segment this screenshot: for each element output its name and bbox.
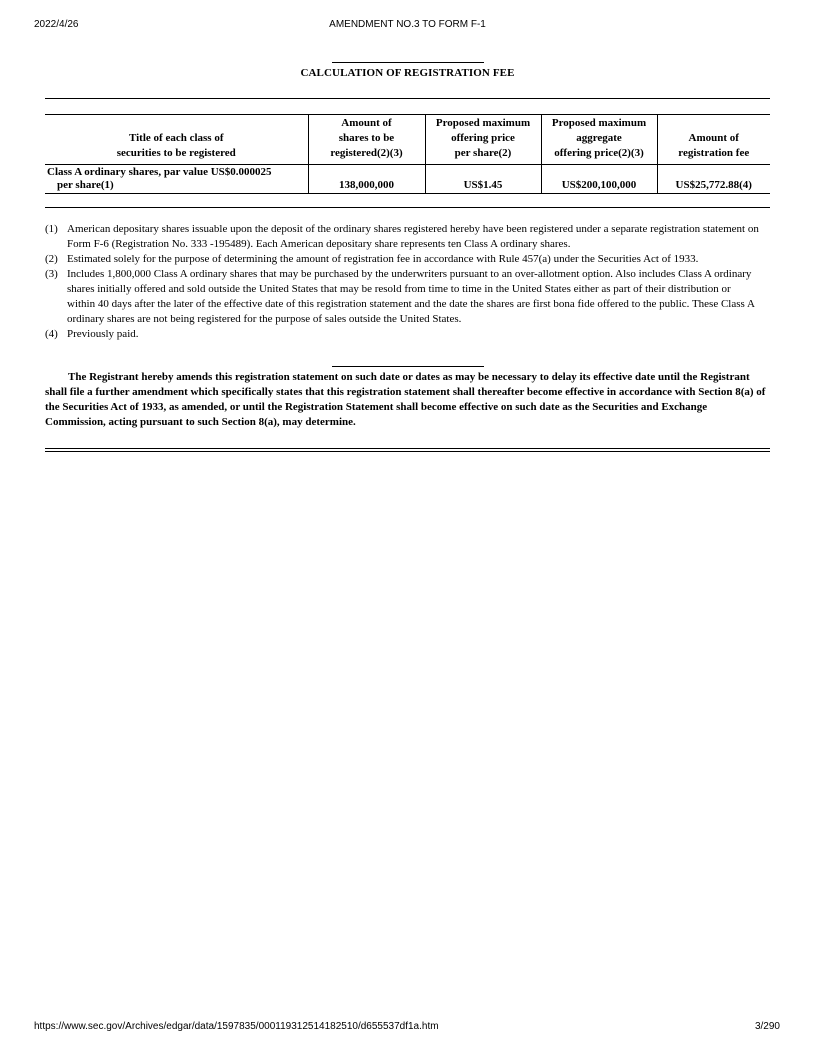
double-rule [45, 448, 770, 452]
footnote-text: Estimated solely for the purpose of determining the amount of registration fee in accordance with Rule 457(a) under the Securities Act of 1933. [67, 253, 699, 265]
header-max-aggregate-price: Proposed maximum aggregate offering price(2)(3) [541, 115, 657, 165]
header-max-price-per-share: Proposed maximum offering price per share(2) [425, 115, 541, 165]
header-title-of-class: Title of each class of securities to be registered [45, 115, 308, 165]
registration-fee-table [45, 114, 770, 194]
table-top-rule [45, 98, 770, 99]
row-registration-fee: US$25,772.88(4) [657, 165, 770, 194]
print-date: 2022/4/26 [34, 19, 79, 30]
footnote-4 [45, 327, 760, 342]
footnotes [45, 222, 760, 342]
page-number: 3/290 [754, 1021, 780, 1032]
row-aggregate-price: US$200,100,000 [541, 165, 657, 194]
footnote-number: (2) [45, 253, 58, 265]
section-title: CALCULATION OF REGISTRATION FEE [300, 67, 515, 79]
source-url: https://www.sec.gov/Archives/edgar/data/1597835/000119312514182510/d655537df1a.htm [34, 1021, 439, 1032]
row-title-of-class: Class A ordinary shares, par value US$0.000025 per share(1) [45, 165, 308, 194]
row-price-per-share: US$1.45 [425, 165, 541, 194]
table-header-row [45, 115, 770, 165]
delaying-amendment-paragraph: The Registrant hereby amends this registration statement on such date or dates as may be necessary to delay its effective date until the Registrant shall file a further amendment which specifically states that this registration statement shall thereafter become effective in accordance with Section 8(a) of the Securities Act of 1933, as amended, or until the Registration Statement shall become effective on such date as the Securities and Exchange Commission, acting pursuant to such Section 8(a), may determine. [45, 371, 766, 428]
table-bottom-rule [45, 207, 770, 208]
footnote-3 [45, 267, 760, 327]
header-registration-fee: Amount of registration fee [657, 115, 770, 165]
header-amount-of-shares: Amount of shares to be registered(2)(3) [308, 115, 425, 165]
short-divider-top [332, 62, 484, 63]
footnote-text: American depositary shares issuable upon the deposit of the ordinary shares registered hereby have been registered under a separate registration statement on Form F-6 (Registration No. 333 -195489). Each American depositary share represents ten Class A ordinary shares. [67, 223, 759, 250]
footnote-number: (1) [45, 223, 58, 235]
footnote-number: (4) [45, 328, 58, 340]
short-divider-middle [332, 366, 484, 367]
footnote-text: Includes 1,800,000 Class A ordinary shares that may be purchased by the underwriters pursuant to an over-allotment option. Also includes Class A ordinary shares initially offered and sold outside the United States that may be resold from time to time in the United States either as part of their distribution or within 40 days after the later of the effective date of this registration statement and the date the shares are first bona fide offered to the public. These Class A ordinary shares are not being registered for the purpose of sales outside the United States. [67, 268, 755, 325]
footnote-number: (3) [45, 268, 58, 280]
document-header-title: AMENDMENT NO.3 TO FORM F-1 [329, 19, 486, 30]
table-row [45, 165, 770, 194]
row-amount: 138,000,000 [308, 165, 425, 194]
footnote-text: Previously paid. [67, 328, 139, 340]
footnote-1 [45, 222, 760, 252]
footnote-2 [45, 252, 760, 267]
